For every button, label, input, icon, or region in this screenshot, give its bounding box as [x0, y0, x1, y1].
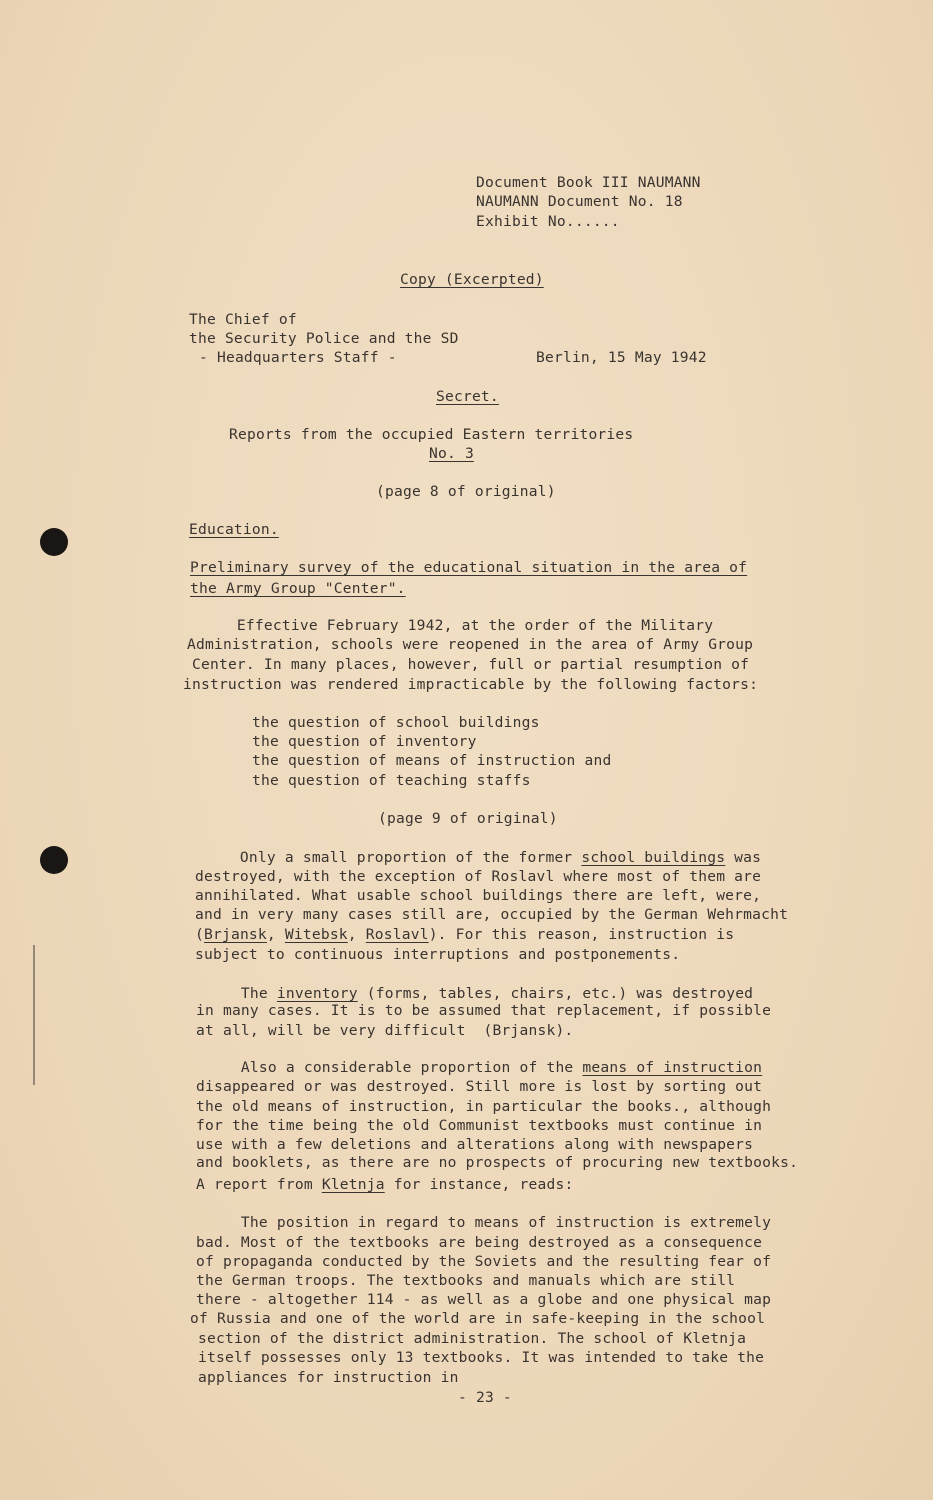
para5-line-9: appliances for instruction in [198, 1369, 459, 1386]
sender-line-3: - Headquarters Staff - [199, 349, 397, 366]
para5-line-2: bad. Most of the textbooks are being destroyed as a consequence [196, 1234, 763, 1251]
para2-line-4: and in very many cases still are, occupied by the German Wehrmacht [195, 906, 789, 923]
factor-item: the question of school buildings [252, 714, 540, 731]
margin-mark [33, 945, 35, 1085]
factor-item: the question of teaching staffs [252, 772, 531, 789]
para2-line-6: subject to continuous interruptions and postponements. [195, 946, 681, 963]
header-doc-book: Document Book III NAUMANN [476, 174, 701, 191]
para4-line-7: A report from Kletnja for instance, reads: [196, 1176, 574, 1193]
para2-line-1: Only a small proportion of the former school buildings was [195, 849, 762, 866]
para3-line-2: in many cases. It is to be assumed that replacement, if possible [196, 1002, 772, 1019]
para2-line-3: annihilated. What usable school buildings there are left, were, [195, 887, 762, 904]
para2-line-2: destroyed, with the exception of Roslavl where most of them are [195, 868, 762, 885]
para4-line-4: for the time being the old Communist textbooks must continue in [196, 1117, 763, 1134]
page-ref-1: (page 8 of original) [376, 483, 556, 500]
para2-line-5: (Brjansk, Witebsk, Roslavl). For this reason, instruction is [195, 926, 735, 943]
para3-line-3: at all, will be very difficult (Brjansk). [196, 1022, 574, 1039]
section-heading: Education. [189, 521, 279, 538]
subheading-line-1: Preliminary survey of the educational situation in the area of [190, 559, 748, 576]
page-number: - 23 - [458, 1389, 512, 1406]
para5-line-8: itself possesses only 13 textbooks. It was intended to take the [198, 1349, 765, 1366]
header-exhibit: Exhibit No...... [476, 213, 620, 230]
factor-item: the question of inventory [252, 733, 477, 750]
subheading-line-2: the Army Group "Center". [190, 580, 406, 597]
para4-line-2: disappeared or was destroyed. Still more is lost by sorting out [196, 1078, 763, 1095]
para3-line-1: The inventory (forms, tables, chairs, etc.) was destroyed [196, 985, 754, 1002]
para5-line-7: section of the district administration. The school of Kletnja [198, 1330, 747, 1347]
sender-line-2: the Security Police and the SD [189, 330, 459, 347]
para5-line-4: the German troops. The textbooks and manuals which are still [196, 1272, 736, 1289]
page-ref-2: (page 9 of original) [378, 810, 558, 827]
report-title: Reports from the occupied Eastern territories [229, 426, 634, 443]
classification: Secret. [436, 388, 499, 405]
para5-line-1: The position in regard to means of instruction is extremely [196, 1214, 772, 1231]
para1-line-4: instruction was rendered impracticable by the following factors: [183, 676, 759, 693]
report-number: No. 3 [429, 445, 474, 462]
para4-line-5: use with a few deletions and alterations along with newspapers [196, 1136, 754, 1153]
para1-line-2: Administration, schools were reopened in the area of Army Group [187, 636, 754, 653]
para4-line-1: Also a considerable proportion of the means of instruction [196, 1059, 763, 1076]
factor-item: the question of means of instruction and [252, 752, 612, 769]
para5-line-5: there - altogether 114 - as well as a globe and one physical map [196, 1291, 772, 1308]
punch-hole-bottom [40, 846, 68, 874]
para5-line-3: of propaganda conducted by the Soviets and the resulting fear of [196, 1253, 772, 1270]
para1-line-1: Effective February 1942, at the order of the Military [192, 617, 714, 634]
punch-hole-top [40, 528, 68, 556]
date-line: Berlin, 15 May 1942 [536, 349, 707, 366]
para1-line-3: Center. In many places, however, full or partial resumption of [192, 656, 750, 673]
para4-line-6: and booklets, as there are no prospects of procuring new textbooks. [196, 1154, 799, 1171]
header-doc-number: NAUMANN Document No. 18 [476, 193, 683, 210]
sender-line-1: The Chief of [189, 311, 297, 328]
para5-line-6: of Russia and one of the world are in safe-keeping in the school [190, 1310, 766, 1327]
copy-label: Copy (Excerpted) [400, 271, 544, 288]
para4-line-3: the old means of instruction, in particular the books., although [196, 1098, 772, 1115]
